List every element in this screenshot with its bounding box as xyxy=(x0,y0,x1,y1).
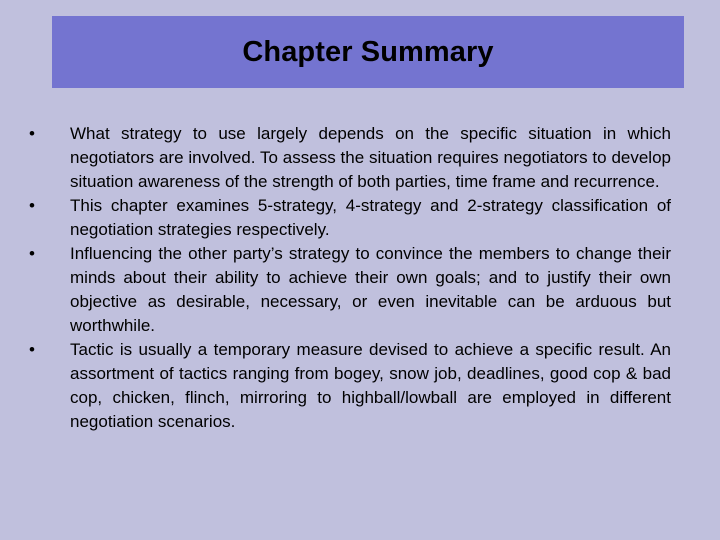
title-banner xyxy=(52,16,684,88)
bullet-dot-icon: • xyxy=(29,340,35,359)
bullet-text-2: This chapter examines 5-strategy, 4-strategy and 2-strategy classification of negotiation strategies respectively. xyxy=(70,196,671,239)
bullet-list xyxy=(0,122,720,434)
bullet-item-2 xyxy=(29,194,671,242)
bullet-item-4 xyxy=(29,338,671,434)
bullet-dot-icon: • xyxy=(29,196,35,215)
bullet-text-4: Tactic is usually a temporary measure devised to achieve a specific result. An assortment of tactics ranging from bogey, snow job, deadlines, good cop & bad cop, chicken, flinch, mirroring to highball/lowball are employed in different negotiation scenarios. xyxy=(70,340,671,431)
bullet-dot-icon: • xyxy=(29,124,35,143)
bullet-item-1 xyxy=(29,122,671,194)
bullet-text-1: What strategy to use largely depends on the specific situation in which negotiators are involved. To assess the situation requires negotiators to develop situation awareness of the strength of both parties, time frame and recurrence. xyxy=(70,124,671,191)
slide-title: Chapter Summary xyxy=(242,35,494,68)
bullet-text-3: Influencing the other party’s strategy to convince the members to change their minds about their ability to achieve their own goals; and to justify their own objective as desirable, necessary, or even inevitable can be arduous but worthwhile. xyxy=(70,244,671,335)
bullet-dot-icon: • xyxy=(29,244,35,263)
bullet-item-3 xyxy=(29,242,671,338)
